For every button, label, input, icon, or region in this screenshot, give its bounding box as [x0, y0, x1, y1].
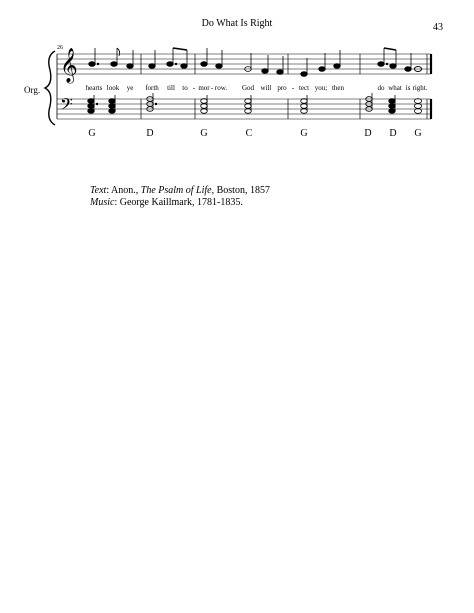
lyrics: [86, 84, 428, 92]
svg-text:God: God: [241, 84, 255, 92]
svg-text:G: G: [300, 128, 308, 139]
bass-chords: [88, 93, 422, 113]
text-credit: Text: Anon., The Psalm of Life, Boston, 1857: [90, 185, 270, 196]
bass-clef-icon: 𝄢: [60, 94, 73, 118]
svg-text:will: will: [260, 84, 272, 92]
brace: [45, 51, 55, 125]
svg-text:-: -: [192, 84, 196, 92]
svg-text:to: to: [182, 84, 188, 92]
svg-text:do: do: [377, 84, 385, 92]
svg-text:mor: mor: [198, 84, 210, 92]
svg-text:G: G: [88, 128, 96, 139]
instrument-label: Org.: [24, 85, 41, 95]
svg-text:hearts: hearts: [85, 84, 103, 92]
page-number: 43: [433, 22, 443, 33]
svg-text:D: D: [364, 128, 372, 139]
svg-text:is: is: [405, 84, 411, 92]
credits: [90, 185, 270, 209]
svg-text:pro: pro: [277, 84, 287, 92]
svg-text:ye: ye: [126, 84, 134, 92]
svg-text:what: what: [388, 84, 402, 92]
svg-text:right.: right.: [412, 84, 428, 92]
svg-text:look: look: [106, 84, 120, 92]
measure-number: 26: [57, 45, 63, 51]
svg-text:D: D: [146, 128, 154, 139]
svg-text:forth: forth: [145, 84, 159, 92]
svg-text:G: G: [414, 128, 422, 139]
chord-symbols: [88, 128, 421, 139]
svg-text:then: then: [331, 84, 345, 92]
svg-text:you;: you;: [314, 84, 328, 92]
svg-text:tect: tect: [298, 84, 310, 92]
svg-text:-: -: [291, 84, 295, 92]
treble-clef-icon: 𝄞: [60, 48, 78, 83]
treble-notes: [89, 48, 422, 76]
svg-text:row.: row.: [214, 84, 228, 92]
svg-text:C: C: [245, 128, 253, 139]
svg-text:-: -: [210, 84, 214, 92]
svg-text:till: till: [167, 84, 175, 92]
svg-text:G: G: [200, 128, 208, 139]
music-credit: Music: George Kaillmark, 1781-1835.: [90, 197, 243, 208]
page-title: Do What Is Right: [201, 18, 273, 29]
svg-text:D: D: [389, 128, 397, 139]
